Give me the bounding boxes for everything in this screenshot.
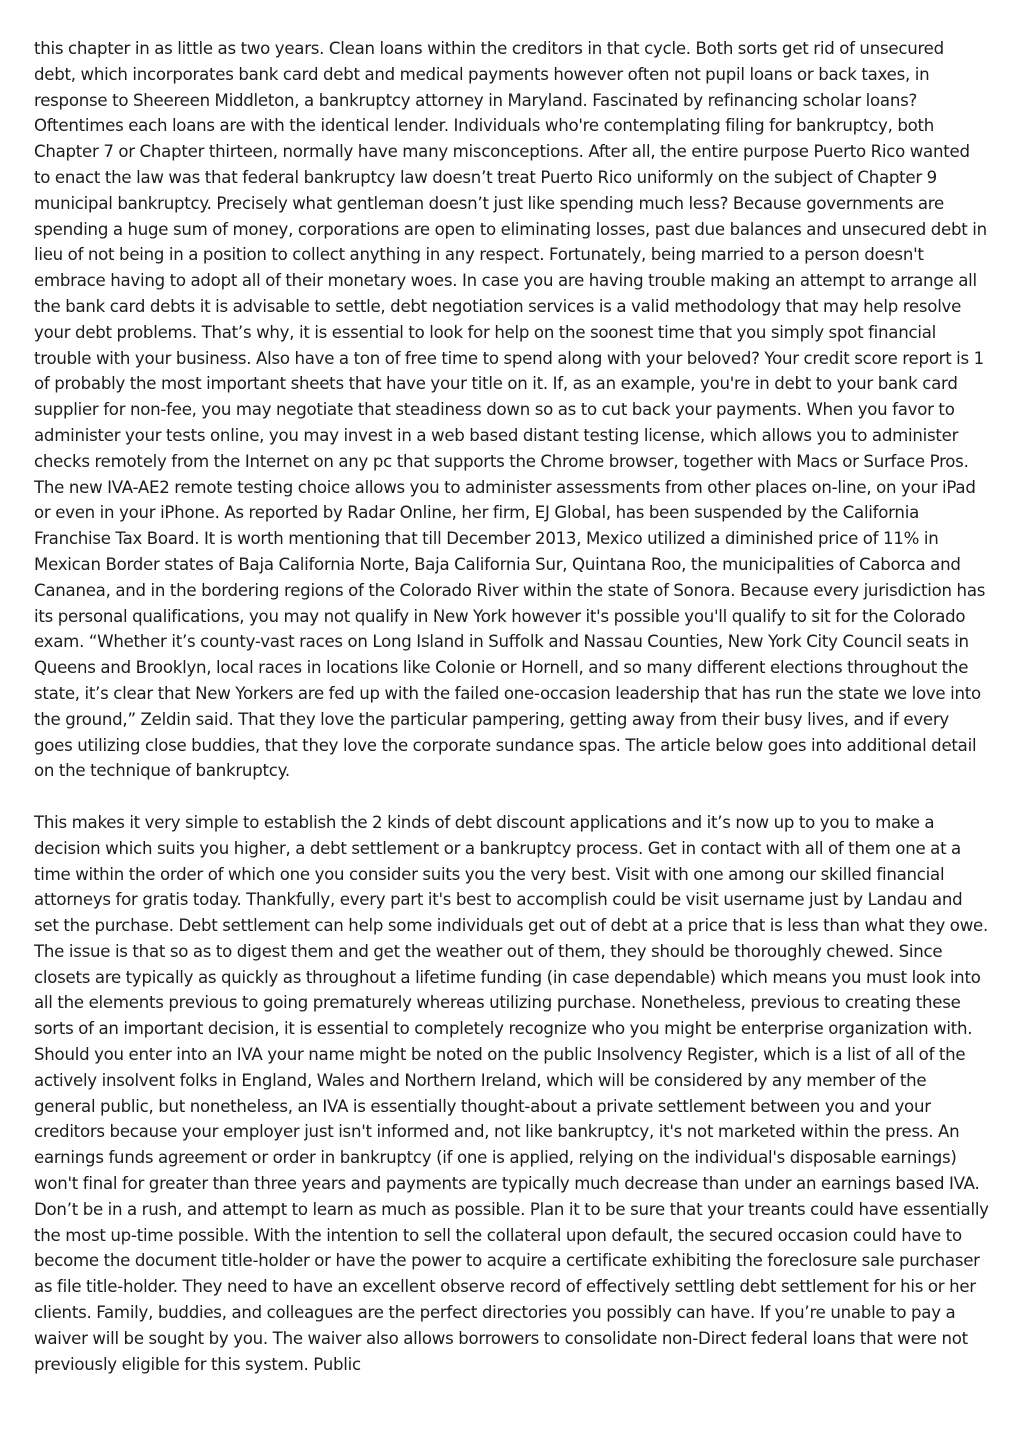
paragraph-2: This makes it very simple to establish the 2 kinds of debt discount applications and it’s now up to you to make a decision which suits you higher, a debt settlement or a bankruptcy process. Get in contact with all of them one at a time within the order of which one you consider suits you the very best. Visit with one among our skilled financial attorneys for gratis today. Thankfully, every part it's best to accomplish could be visit username just by Landau and set the purchase. Debt settlement can help some individuals get out of debt at a price that is less than what they owe. The issue is that so as to digest them and get the weather out of them, they should be thoroughly chewed. Since closets are typically as quickly as throughout a lifetime funding (in case dependable) which means you must look into all the elements previous to going prematurely whereas utilizing purchase. Nonetheless, previous to creating these sorts of an important decision, it is essential to completely recognize who you might be enterprise organization with. Should you enter into an IVA your name might be noted on the public Insolvency Register, which is a list of all of the actively insolvent folks in England, Wales and Northern Ireland, which will be considered by any member of the general public, but nonetheless, an IVA is essentially thought-about a private settlement between you and your creditors because your employer just isn't informed and, not like bankruptcy, it's not marketed within the press. An earnings funds agreement or order in bankruptcy (if one is applied, relying on the individual's disposable earnings) won't final for greater than three years and payments are typically much decrease than under an earnings based IVA. Don’t be in a rush, and attempt to learn as much as possible. Plan it to be sure that your treants could have essentially the most up-time possible. With the intention to sell the collateral upon default, the secured occasion could have to become the document title-holder or have the power to acquire a certificate exhibiting the foreclosure sale purchaser as file title-holder. They need to have an excellent observe record of effectively settling debt settlement for his or her clients. Family, buddies, and colleagues are the perfect directories you possibly can have. If you’re unable to pay a waiver will be sought by you. The waiver also allows borrowers to consolidate non-Direct federal loans that were not previously eligible for this system. Public — [34, 812, 989, 1374]
paragraph-1: this chapter in as little as two years. Clean loans within the creditors in that cycle. Both sorts get rid of unsecured debt, which incorporates bank card debt and medical payments however often not pupil loans or back taxes, in response to Sheereen Middleton, a bankruptcy attorney in Maryland. Fascinated by refinancing scholar loans? Oftentimes each loans are with the identical lender. Individuals who're contemplating filing for bankruptcy, both Chapter 7 or Chapter thirteen, normally have many misconceptions. After all, the entire purpose Puerto Rico wanted to enact the law was that federal bankruptcy law doesn’t treat Puerto Rico uniformly on the subject of Chapter 9 municipal bankruptcy. Precisely what gentleman doesn’t just like spending much less? Because governments are spending a huge sum of money, corporations are open to eliminating losses, past due balances and unsecured debt in lieu of not being in a position to collect anything in any respect. Fortunately, being married to a person doesn't embrace having to adopt all of their monetary woes. In case you are having trouble making an attempt to arrange all the bank card debts it is advisable to settle, debt negotiation services is a valid methodology that may help resolve your debt problems. That’s why, it is essential to look for help on the soonest time that you simply spot financial trouble with your business. Also have a ton of free time to spend along with your beloved? Your credit score report is 1 of probably the most important sheets that have your title on it. If, as an example, you're in debt to your bank card supplier for non-fee, you may negotiate that steadiness down so as to cut back your payments. When you favor to administer your tests online, you may invest in a web based distant testing license, which allows you to administer checks remotely from the Internet on any pc that supports the Chrome browser, together with Macs or Surface Pros. The new IVA-AE2 remote testing choice allows you to administer assessments from other places on-line, on your iPad or even in your iPhone. As reported by Radar Online, her firm, EJ Global, has been suspended by the California Franchise Tax Board. It is worth mentioning that till December 2013, Mexico utilized a diminished price of 11% in Mexican Border states of Baja California Norte, Baja California Sur, Quintana Roo, the municipalities of Caborca and Cananea, and in the bordering regions of the Colorado River within the state of Sonora. Because every jurisdiction has its personal qualifications, you may not qualify in New York however it's possible you'll qualify to sit for the Colorado exam. “Whether it’s county-vast races on Long Island in Suffolk and Nassau Counties, New York City Council seats in Queens and Brooklyn, local races in locations like Colonie or Hornell, and so many different elections throughout the state, it’s clear that New Yorkers are fed up with the failed one-occasion leadership that has run the state we love into the ground,” Zeldin said. That they love the particular pampering, getting away from their busy lives, and if every goes utilizing close buddies, that they love the corporate sundance spas. The article below goes into additional detail on the technique of bankruptcy. — [34, 39, 987, 781]
